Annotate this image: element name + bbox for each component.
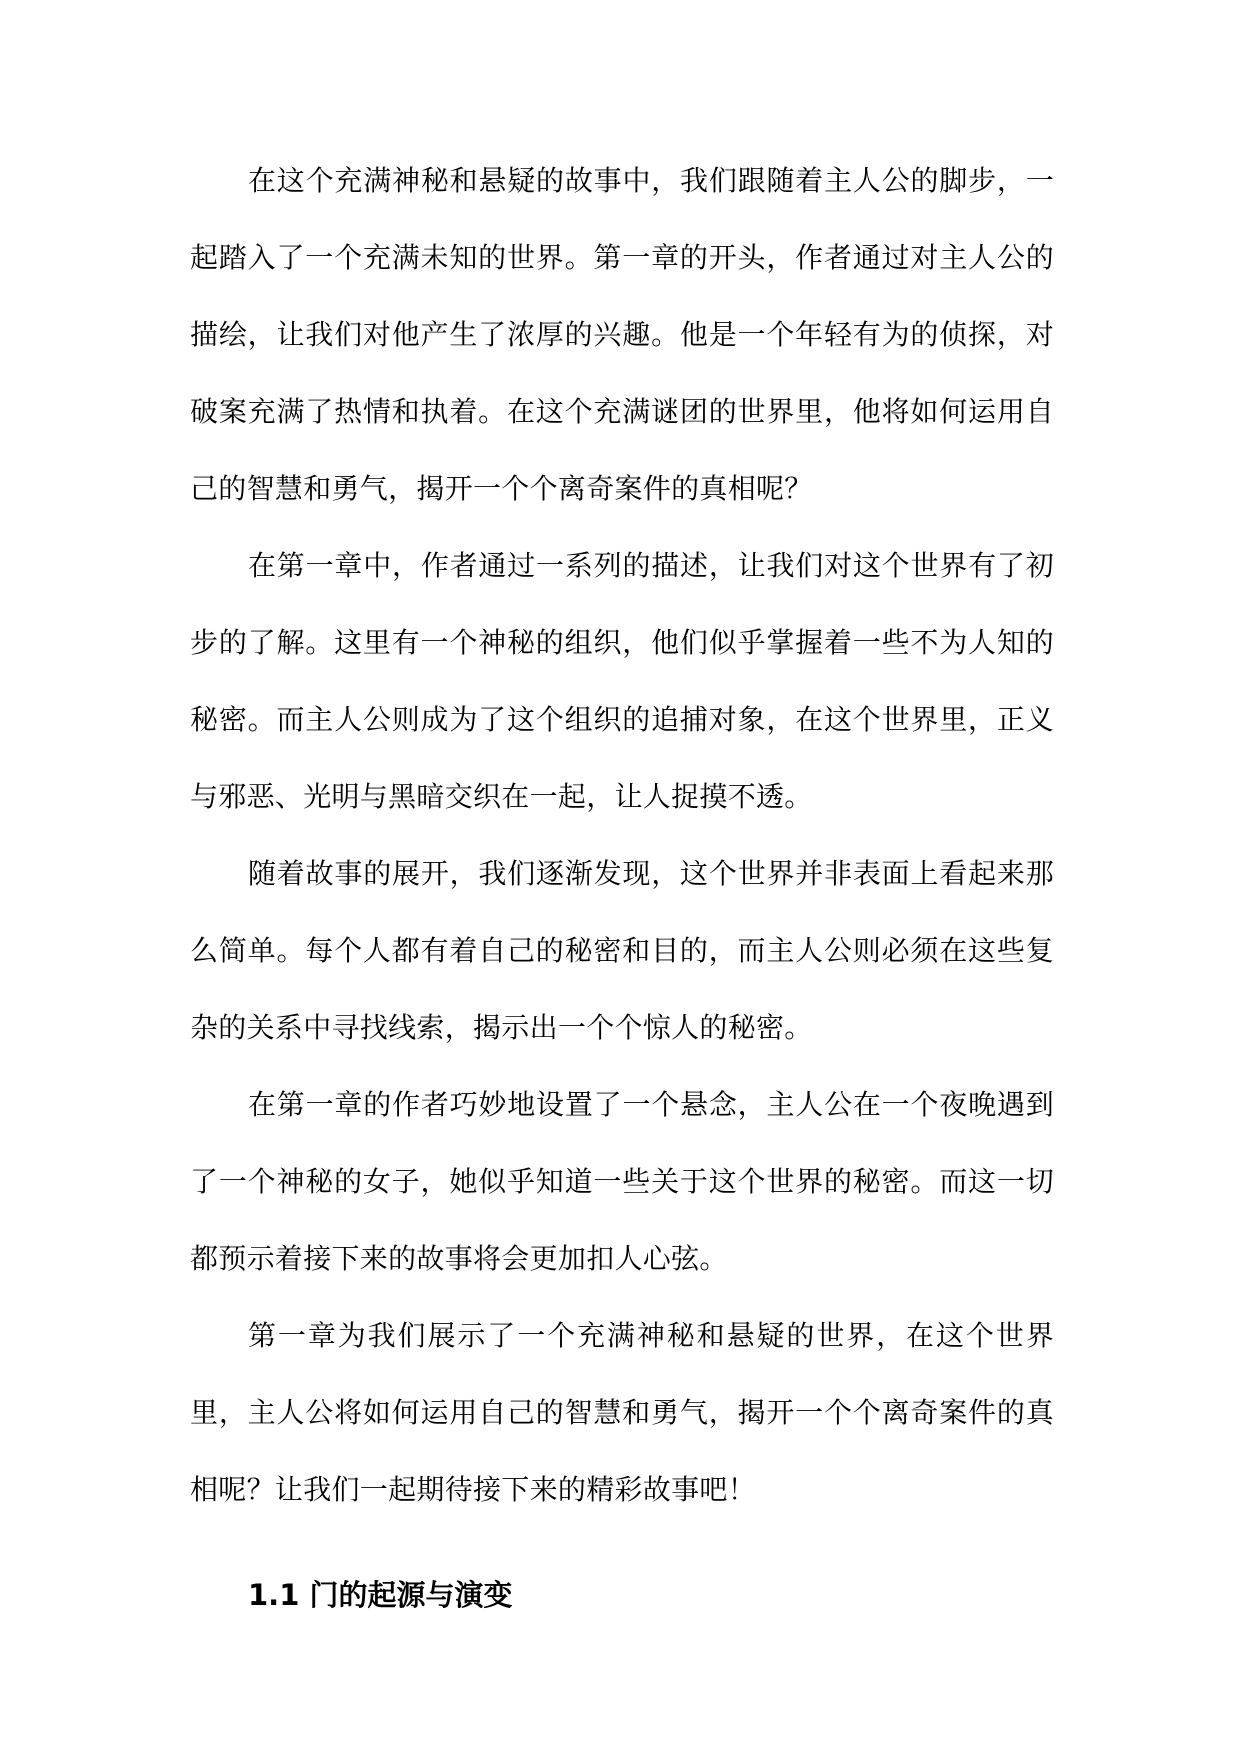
paragraph-3: 随着故事的展开，我们逐渐发现，这个世界并非表面上看起来那么简单。每个人都有着自己的秘密和目的，而主人公则必须在这些复杂的关系中寻找线索，揭示出一个个惊人的秘密。 bbox=[190, 857, 1054, 1044]
paragraph-2: 在第一章中，作者通过一系列的描述，让我们对这个世界有了初步的了解。这里有一个神秘的组织，他们似乎掌握着一些不为人知的秘密。而主人公则成为了这个组织的追捕对象，在这个世界里，正义与邪恶、光明与黑暗交织在一起，让人捉摸不透。 bbox=[190, 549, 1054, 813]
paragraph-4: 在第一章的作者巧妙地设置了一个悬念，主人公在一个夜晚遇到了一个神秘的女子，她似乎知道一些关于这个世界的秘密。而这一切都预示着接下来的故事将会更加扣人心弦。 bbox=[190, 1088, 1054, 1275]
document-body bbox=[190, 142, 1054, 1615]
section-heading: 1.1 门的起源与演变 bbox=[248, 1578, 513, 1612]
paragraph-1: 在这个充满神秘和悬疑的故事中，我们跟随着主人公的脚步，一起踏入了一个充满未知的世界。第一章的开头，作者通过对主人公的描绘，让我们对他产生了浓厚的兴趣。他是一个年轻有为的侦探，对破案充满了热情和执着。在这个充满谜团的世界里，他将如何运用自己的智慧和勇气，揭开一个个离奇案件的真相呢？ bbox=[190, 164, 1054, 505]
paragraph-5: 第一章为我们展示了一个充满神秘和悬疑的世界，在这个世界里，主人公将如何运用自己的智慧和勇气，揭开一个个离奇案件的真相呢？让我们一起期待接下来的精彩故事吧！ bbox=[190, 1319, 1054, 1506]
